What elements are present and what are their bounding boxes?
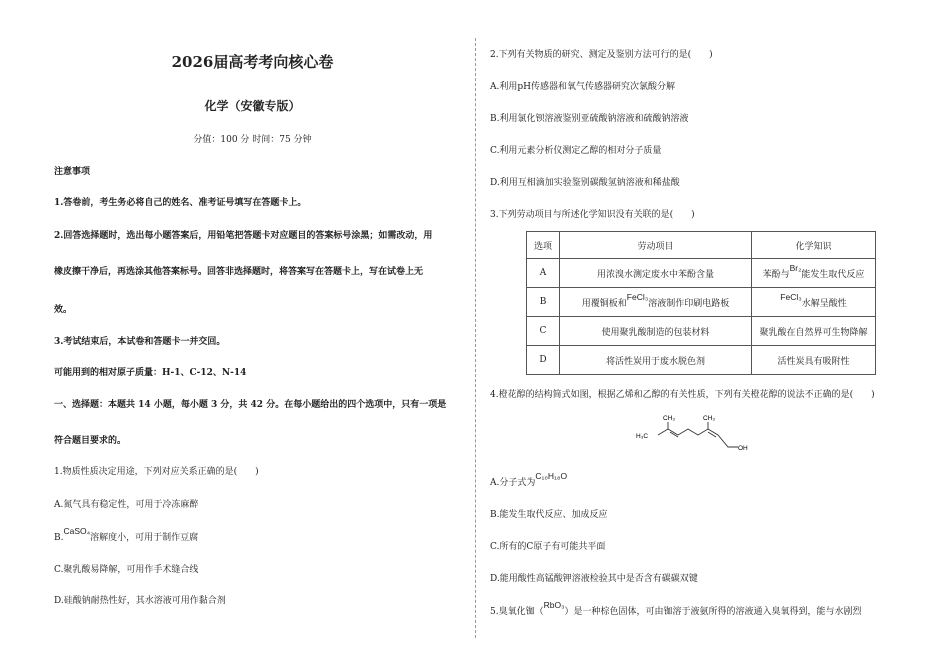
row-knowledge: 聚乳酸在自然界可生物降解 [752, 317, 876, 346]
notice-item-1: 1.答卷前，考生务必将自己的姓名、准考证号填写在答题卡上。 [54, 198, 307, 208]
section-heading-line1 [54, 399, 446, 411]
table-row [527, 288, 876, 317]
header-option: 选项 [527, 232, 560, 259]
option-b-prefix: B. [54, 533, 64, 543]
question-1-option-a: A.氮气具有稳定性，可用于冷冻麻醉 [54, 500, 199, 510]
question-4-option-a [490, 471, 568, 489]
question-4-stem: 4.橙花醇的结构简式如图，根据乙烯和乙醇的有关性质，下列有关橙花醇的说法不正确的是( ) [490, 390, 875, 400]
row-work [560, 259, 752, 288]
atomic-masses: 可能用到的相对原子质量：H-1、C-12、N-14 [54, 368, 247, 378]
column-divider [475, 38, 476, 638]
section-text-a: 一、选择题：本题共 [54, 400, 136, 410]
row-option: B [527, 288, 560, 317]
question-2-option-a: A.利用pH传感器和氧气传感器研究次氯酸分解 [490, 82, 675, 92]
question-1-option-d: D.硅酸钠耐热性好，其水溶液可用作黏合剂 [54, 596, 226, 606]
score-value: 100 [220, 135, 238, 145]
q5-text-pre: 5.臭氧化铷（ [490, 607, 544, 617]
table-row [527, 317, 876, 346]
time-value: 75 [279, 135, 291, 145]
knowledge-text-post: 水解呈酸性 [801, 298, 847, 309]
ch3-label-2: CH₃ [703, 415, 716, 422]
header-knowledge: 化学知识 [752, 232, 876, 259]
row-knowledge: 活性炭具有吸附性 [752, 346, 876, 375]
exam-subtitle: 化学（安徽专版） [204, 99, 301, 113]
fecl3-formula: FeCl₃ [780, 291, 802, 302]
notice-item-2-line3: 效。 [54, 305, 73, 315]
notice-item-3: 3.考试结束后，本试卷和答题卡一并交回。 [54, 337, 226, 347]
question-3-table [526, 231, 876, 375]
table-header-row [527, 232, 876, 259]
section-heading-line2: 符合题目要求的。 [54, 436, 127, 446]
table-row [527, 346, 876, 375]
row-work: 使用聚乳酸制造的包装材料 [560, 317, 752, 346]
table-row [527, 259, 876, 288]
carbon-chain [658, 429, 738, 447]
section-text-b: 小题，每小题 [153, 400, 208, 410]
question-2-stem: 2.下列有关物质的研究、测定及鉴别方法可行的是( ) [490, 50, 713, 60]
question-5-stem [490, 600, 862, 618]
question-2-option-c: C.利用元素分析仪测定乙醇的相对分子质量 [490, 146, 662, 156]
section-text-d: 分。在每小题给出的四个选项中，只有一项是 [266, 400, 447, 410]
row-option: C [527, 317, 560, 346]
question-2-option-d: D.利用互相滴加实验鉴别碳酸氢钠溶液和稀盐酸 [490, 178, 680, 188]
points-total: 42 [250, 400, 264, 410]
c10h18o-formula: C₁₀H₁₈O [535, 471, 568, 481]
work-text-pre: 用覆铜板和 [581, 298, 627, 309]
right-column [488, 0, 908, 672]
question-1-option-b [54, 526, 199, 544]
score-prefix: 分值： [193, 135, 221, 145]
question-2-option-b: B.利用氯化钡溶液鉴别亚硫酸钠溶液和硫酸钠溶液 [490, 114, 689, 124]
rbo3-formula: RbO₃ [543, 600, 565, 610]
question-1-option-c: C.聚乳酸易降解，可用作手术缝合线 [54, 565, 199, 575]
header-work: 劳动项目 [560, 232, 752, 259]
work-text-post: 溶液制作印刷电路板 [648, 298, 730, 309]
points-each: 3 [210, 400, 218, 410]
row-knowledge [752, 288, 876, 317]
row-knowledge [752, 259, 876, 288]
caso4-formula: CaSO₄ [63, 526, 91, 536]
question-4-option-b: B.能发生取代反应、加成反应 [490, 510, 608, 520]
left-column [40, 0, 465, 672]
option-a-prefix: A.分子式为 [490, 478, 536, 488]
row-work: 将活性炭用于废水脱色剂 [560, 346, 752, 375]
question-4-option-d: D.能用酸性高锰酸钾溶液检验其中是否含有碳碳双键 [490, 574, 698, 584]
q5-text-post: ）是一种棕色固体，可由铷溶于液氨所得的溶液通入臭氧得到，能与水剧烈 [564, 607, 862, 617]
row-work [560, 288, 752, 317]
ch3-label-1: CH₃ [663, 415, 676, 422]
work-text: 用浓溴水测定废水中苯酚含量 [596, 269, 714, 280]
knowledge-text-pre: 苯酚与 [762, 269, 790, 280]
score-time-line [40, 134, 465, 146]
fecl3-formula: FeCl₃ [626, 291, 649, 302]
question-4-option-c: C.所有的C原子有可能共平面 [490, 542, 606, 552]
row-option: D [527, 346, 560, 375]
knowledge-text-post: 能发生取代反应 [801, 269, 865, 280]
nerol-structure-diagram [636, 413, 746, 455]
notice-item-2-line2: 橡皮擦干净后，再选涂其他答案标号。回答非选择题时，将答案写在答题卡上，写在试卷上无 [54, 267, 424, 277]
question-1-stem: 1.物质性质决定用途，下列对应关系正确的是( ) [54, 467, 259, 477]
notice-item-2-line1: 2.回答选择题时，选出每小题答案后，用铅笔把答题卡对应题目的答案标号涂黑；如需改动，用 [54, 231, 433, 241]
question-3-stem: 3.下列劳动项目与所述化学知识没有关联的是( ) [490, 210, 695, 220]
notice-heading: 注意事项 [54, 167, 91, 177]
row-option: A [527, 259, 560, 288]
score-suffix: 分钟 [290, 135, 312, 145]
h3c-label: H₃C [636, 433, 649, 440]
option-b-text: 溶解度小，可用于制作豆腐 [90, 533, 199, 543]
oh-label: OH [738, 445, 748, 452]
score-mid: 分 时间： [237, 135, 280, 145]
exam-title: 2026届高考考向核心卷 [171, 53, 334, 71]
section-text-c: 分，共 [220, 400, 248, 410]
question-count: 14 [138, 400, 151, 410]
br2-formula: Br₂ [789, 262, 802, 273]
